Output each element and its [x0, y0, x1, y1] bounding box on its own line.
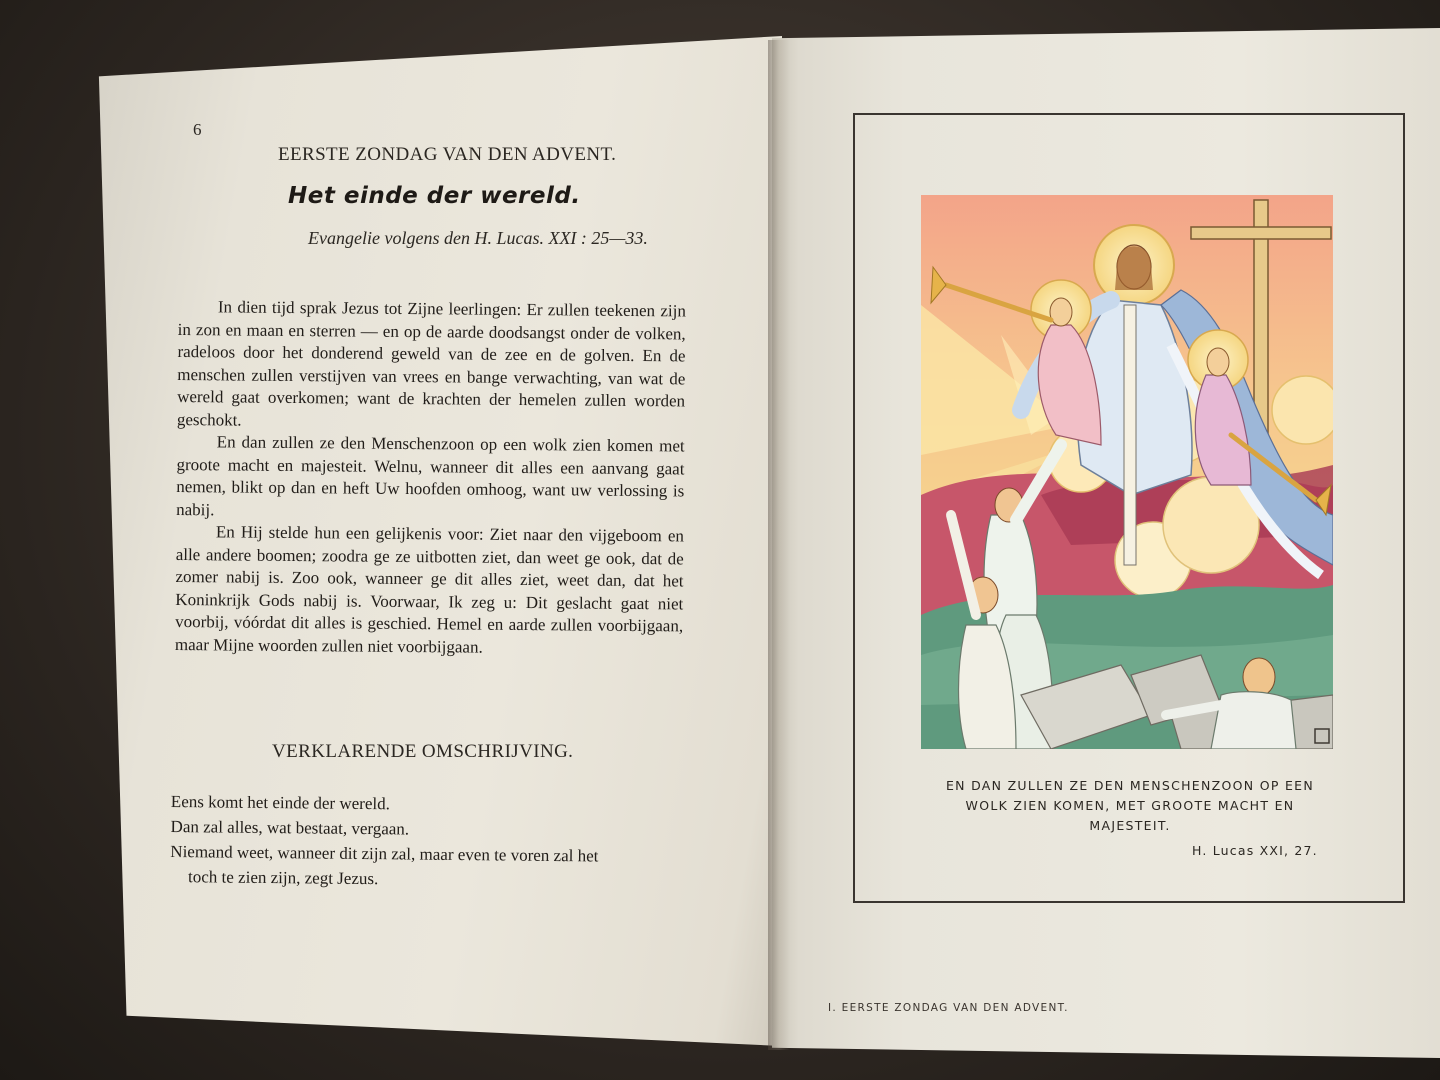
- explanation-text: [170, 789, 686, 894]
- page-number: 6: [193, 120, 202, 139]
- gospel-text: [175, 296, 686, 660]
- caption-source: H. Lucas XXI, 27.: [1192, 843, 1318, 858]
- plate-caption: [920, 776, 1340, 836]
- caption-line: EN DAN ZULLEN ZE DEN MENSCHENZOON OP EEN: [945, 778, 1315, 793]
- gospel-paragraph: In dien tijd sprak Jezus tot Zijne leerlingen: Er zullen teekenen zijn in zon en maan en sterren — en op de aarde doodsangst onder de volken, radeloos door het donderend geweld van de zee en de golven. En de menschen zullen verstijven van vrees en bange verwachting, van wat de wereld gaat overkomen; want de krachten der hemelen zullen worden geschokt.: [176, 297, 686, 430]
- book-gutter: [768, 40, 790, 1050]
- chapter-title: EERSTE ZONDAG VAN DEN ADVENT.: [278, 144, 617, 165]
- caption-line: MAJESTEIT.: [1089, 818, 1171, 833]
- explanation-line: Niemand weet, wanneer dit zijn zal, maar even te voren zal het: [170, 841, 599, 866]
- old-man-figure-shape: [1243, 658, 1275, 696]
- last-judgment-illustration: [921, 195, 1333, 749]
- caption-line: WOLK ZIEN KOMEN, MET GROOTE MACHT EN: [965, 798, 1295, 813]
- gospel-paragraph: En dan zullen ze den Menschenzoon op een wolk zien komen met groote macht en majesteit. Welnu, wanneer dit alles een aanvang gaat nemen, blikt op dan en heft Uw hoofden omhoog, want uw verlossing is nabij.: [176, 432, 685, 519]
- plate-footer: I. EERSTE ZONDAG VAN DEN ADVENT.: [828, 1002, 1069, 1014]
- gospel-reference: Evangelie volgens den H. Lucas. XXI : 25—33.: [308, 228, 648, 248]
- explanation-line: Dan zal alles, wat bestaat, vergaan.: [170, 816, 410, 839]
- gospel-title: Het einde der wereld.: [288, 183, 581, 209]
- explanation-title: VERKLARENDE OMSCHRIJVING.: [272, 741, 574, 762]
- explanation-line: toch te zien zijn, zegt Jezus.: [187, 867, 379, 889]
- gospel-paragraph: En Hij stelde hun een gelijkenis voor: Ziet naar den vijgeboom en alle andere boomen; zoodra ge ze uitbotten ziet, dan weet ge ook, dat de zomer nabij is. Zoo ook, wanneer ge dit alles ziet, weet dan, dat het Koninkrijk Gods nabij is. Voorwaar, Ik zeg u: Dit geslacht gaat niet voorbij, vóórdat dit alles is geschied. Hemel en aarde zullen voorbijgaan, maar Mijne woorden zullen niet voorbijgaan.: [174, 522, 685, 657]
- explanation-line: Eens komt het einde der wereld.: [170, 791, 391, 814]
